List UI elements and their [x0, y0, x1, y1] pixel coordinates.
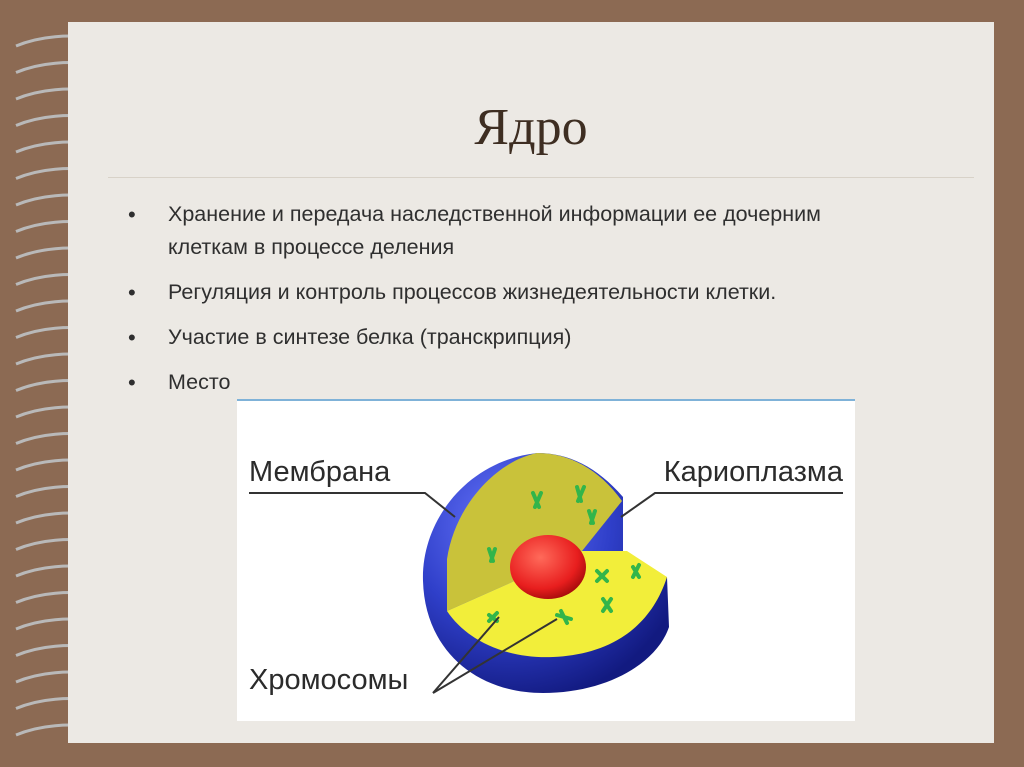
nucleus-diagram [237, 399, 855, 721]
label-chromosomes: Хромосомы [249, 664, 409, 696]
bullet-dot-icon: • [128, 325, 136, 350]
nucleolus [510, 535, 586, 599]
bullet-text: Регуляция и контроль процессов жизнедеятельности клетки. [168, 280, 777, 304]
bullet-text: Место [168, 370, 231, 394]
bullet-dot-icon: • [128, 280, 136, 305]
bullet-item [128, 198, 848, 264]
chromosome [633, 565, 639, 577]
slide-title: Ядро [474, 99, 588, 156]
bullet-text: Участие в синтезе белка (транскрипция) [168, 325, 572, 349]
membrane-leader-line [249, 493, 455, 517]
bullet-item [128, 321, 848, 354]
karyoplasm-leader-line [621, 493, 843, 517]
bullet-dot-icon: • [128, 202, 136, 227]
bullet-dot-icon: • [128, 370, 136, 395]
label-karyoplasm: Кариоплазма [663, 456, 843, 488]
bullet-text: Хранение и передача наследственной информации ее дочерним клеткам в процессе деления [168, 202, 821, 259]
bullet-item [128, 366, 848, 399]
bullet-list [128, 198, 848, 411]
bullet-item [128, 276, 848, 309]
nucleus-illustration [237, 401, 855, 721]
label-membrane: Мембрана [249, 456, 391, 488]
title-divider [108, 177, 974, 178]
